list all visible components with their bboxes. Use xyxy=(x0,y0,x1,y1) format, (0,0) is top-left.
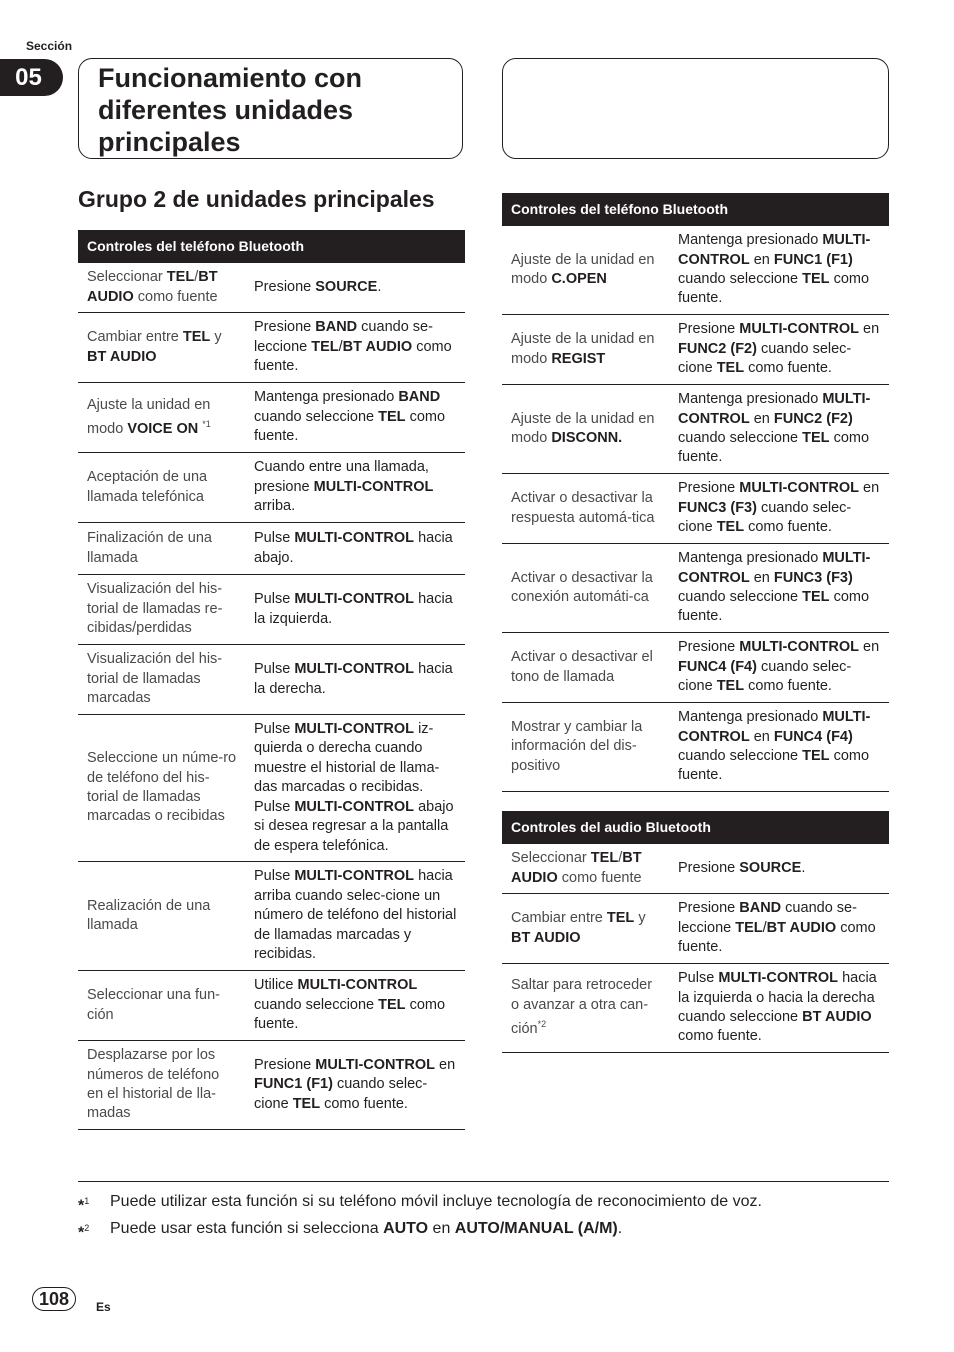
table-row xyxy=(78,575,465,645)
table-row xyxy=(78,453,465,523)
table-row xyxy=(78,523,465,575)
function-cell: Realización de una llamada xyxy=(87,897,211,933)
function-cell: Cambiar entre TEL y BT AUDIO xyxy=(87,329,222,365)
function-cell: Visualización del his-torial de llamadas re-cibidas/perdidas xyxy=(87,581,223,637)
phone-controls-table-right xyxy=(502,193,889,792)
section-number-badge: 05 xyxy=(0,59,63,96)
operation-cell: Pulse MULTI-CONTROL hacia arriba cuando selec-cione un número de teléfono del historial de llamadas marcadas y recibidas. xyxy=(254,868,457,963)
footnote-mark: *$^2$ xyxy=(78,1223,90,1242)
function-cell: Seleccionar una fun-ción xyxy=(87,987,220,1023)
table-body xyxy=(78,263,465,1130)
table-row xyxy=(502,844,889,894)
operation-cell: Presione MULTI-CONTROL en FUNC2 (F2) cuando selec-cione TEL como fuente. xyxy=(678,321,880,377)
function-cell: Seleccionar TEL/BT AUDIO como fuente xyxy=(511,850,642,886)
operation-cell: Pulse MULTI-CONTROL iz-quierda o derecha cuando muestre el historial de llama-das marcadas o recibidas. Pulse MULTI-CONTROL abajo si desea regresar a la pantalla de espera telefónica. xyxy=(254,721,454,854)
audio-controls-table xyxy=(502,811,889,1053)
table-row xyxy=(502,703,889,792)
operation-cell: Mantenga presionado MULTI-CONTROL en FUNC3 (F3) cuando seleccione TEL como fuente. xyxy=(678,550,871,625)
function-cell: Visualización del his-torial de llamadas marcadas xyxy=(87,651,223,707)
table-title: Controles del teléfono Bluetooth xyxy=(78,230,465,263)
function-cell: Seleccionar TEL/BT AUDIO como fuente xyxy=(87,269,218,305)
function-cell: Activar o desactivar la respuesta automá-tica xyxy=(511,490,655,526)
function-cell: Ajuste la unidad en modo VOICE ON $^{*1}$ xyxy=(87,396,211,437)
function-cell: Aceptación de una llamada telefónica xyxy=(87,469,208,505)
operation-cell: Presione MULTI-CONTROL en FUNC4 (F4) cuando selec-cione TEL como fuente. xyxy=(678,639,880,695)
table-row xyxy=(78,263,465,313)
table-row xyxy=(502,315,889,385)
footnote-text: Puede usar esta función si selecciona AUTO en AUTO/MANUAL (A/M). xyxy=(110,1220,623,1238)
operation-cell: Presione SOURCE. xyxy=(678,859,806,876)
operation-cell: Presione MULTI-CONTROL en FUNC3 (F3) cuando selec-cione TEL como fuente. xyxy=(678,480,880,536)
function-cell: Desplazarse por los números de teléfono en el historial de lla-madas xyxy=(87,1047,220,1122)
table-row xyxy=(78,862,465,971)
operation-cell: Mantenga presionado MULTI-CONTROL en FUNC4 (F4) cuando seleccione TEL como fuente. xyxy=(678,709,871,784)
operation-cell: Utilice MULTI-CONTROL cuando seleccione TEL como fuente. xyxy=(254,977,446,1033)
table-body xyxy=(502,844,889,1053)
operation-cell: Presione SOURCE. xyxy=(254,278,382,295)
operation-cell: Pulse MULTI-CONTROL hacia la izquierda. xyxy=(254,591,453,627)
table-row xyxy=(502,544,889,633)
operation-cell: Mantenga presionado MULTI-CONTROL en FUNC2 (F2) cuando seleccione TEL como fuente. xyxy=(678,391,871,466)
empty-header-box xyxy=(502,58,889,159)
operation-cell: Pulse MULTI-CONTROL hacia la izquierda o hacia la derecha cuando seleccione BT AUDIO como fuente. xyxy=(678,970,877,1045)
footnote xyxy=(78,1190,889,1217)
language-code: Es xyxy=(96,1300,111,1314)
operation-cell: Cuando entre una llamada, presione MULTI-CONTROL arriba. xyxy=(254,459,434,515)
chapter-title-line: Funcionamiento con xyxy=(98,63,363,93)
function-cell: Ajuste de la unidad en modo DISCONN. xyxy=(511,410,655,446)
phone-controls-table-left xyxy=(78,230,465,1130)
function-cell: Activar o desactivar la conexión automáti-ca xyxy=(511,569,653,605)
section-label: Sección xyxy=(26,39,73,53)
operation-cell: Presione MULTI-CONTROL en FUNC1 (F1) cuando selec-cione TEL como fuente. xyxy=(254,1056,456,1112)
function-cell: Mostrar y cambiar la información del dis-positivo xyxy=(511,718,643,774)
footnote-mark: *$^1$ xyxy=(78,1196,90,1215)
function-cell: Cambiar entre TEL y BT AUDIO xyxy=(511,910,646,946)
chapter-title-line: principales xyxy=(98,127,241,157)
function-cell: Ajuste de la unidad en modo REGIST xyxy=(511,331,655,367)
function-cell: Activar o desactivar el tono de llamada xyxy=(511,649,653,685)
function-cell: Ajuste de la unidad en modo C.OPEN xyxy=(511,251,655,287)
table-title: Controles del audio Bluetooth xyxy=(502,811,889,844)
table-title: Controles del teléfono Bluetooth xyxy=(502,193,889,226)
operation-cell: Presione BAND cuando se-leccione TEL/BT AUDIO como fuente. xyxy=(254,319,452,375)
page-number: 108 xyxy=(32,1287,76,1311)
operation-cell: Pulse MULTI-CONTROL hacia la derecha. xyxy=(254,661,453,697)
chapter-title-line: diferentes unidades xyxy=(98,95,354,125)
function-cell: Saltar para retroceder o avanzar a otra can-ción$^{*2}$ xyxy=(511,977,653,1038)
function-cell: Seleccione un núme-ro de teléfono del his-torial de llamadas marcadas o recibidas xyxy=(87,750,237,825)
table-body xyxy=(502,226,889,792)
table-row xyxy=(502,894,889,964)
table-row xyxy=(78,645,465,715)
table-row xyxy=(502,633,889,703)
table-row xyxy=(78,383,465,453)
operation-cell: Presione BAND cuando se-leccione TEL/BT AUDIO como fuente. xyxy=(678,900,876,956)
footnotes xyxy=(78,1181,889,1245)
table-row xyxy=(78,971,465,1041)
table-row xyxy=(78,1041,465,1130)
footnote-text: Puede utilizar esta función si su teléfono móvil incluye tecnología de reconocimiento de voz. xyxy=(110,1193,762,1210)
group-heading: Grupo 2 de unidades principales xyxy=(78,186,435,212)
function-cell: Finalización de una llamada xyxy=(87,530,212,566)
table-row xyxy=(78,313,465,383)
table-row xyxy=(502,226,889,315)
chapter-title-box xyxy=(78,58,463,159)
table-row xyxy=(78,715,465,862)
footnote xyxy=(78,1217,889,1244)
operation-cell: Mantenga presionado BAND cuando seleccione TEL como fuente. xyxy=(254,389,446,445)
table-row xyxy=(502,474,889,544)
table-row xyxy=(502,964,889,1053)
table-row xyxy=(502,385,889,474)
operation-cell: Pulse MULTI-CONTROL hacia abajo. xyxy=(254,530,453,566)
operation-cell: Mantenga presionado MULTI-CONTROL en FUNC1 (F1) cuando seleccione TEL como fuente. xyxy=(678,232,871,307)
